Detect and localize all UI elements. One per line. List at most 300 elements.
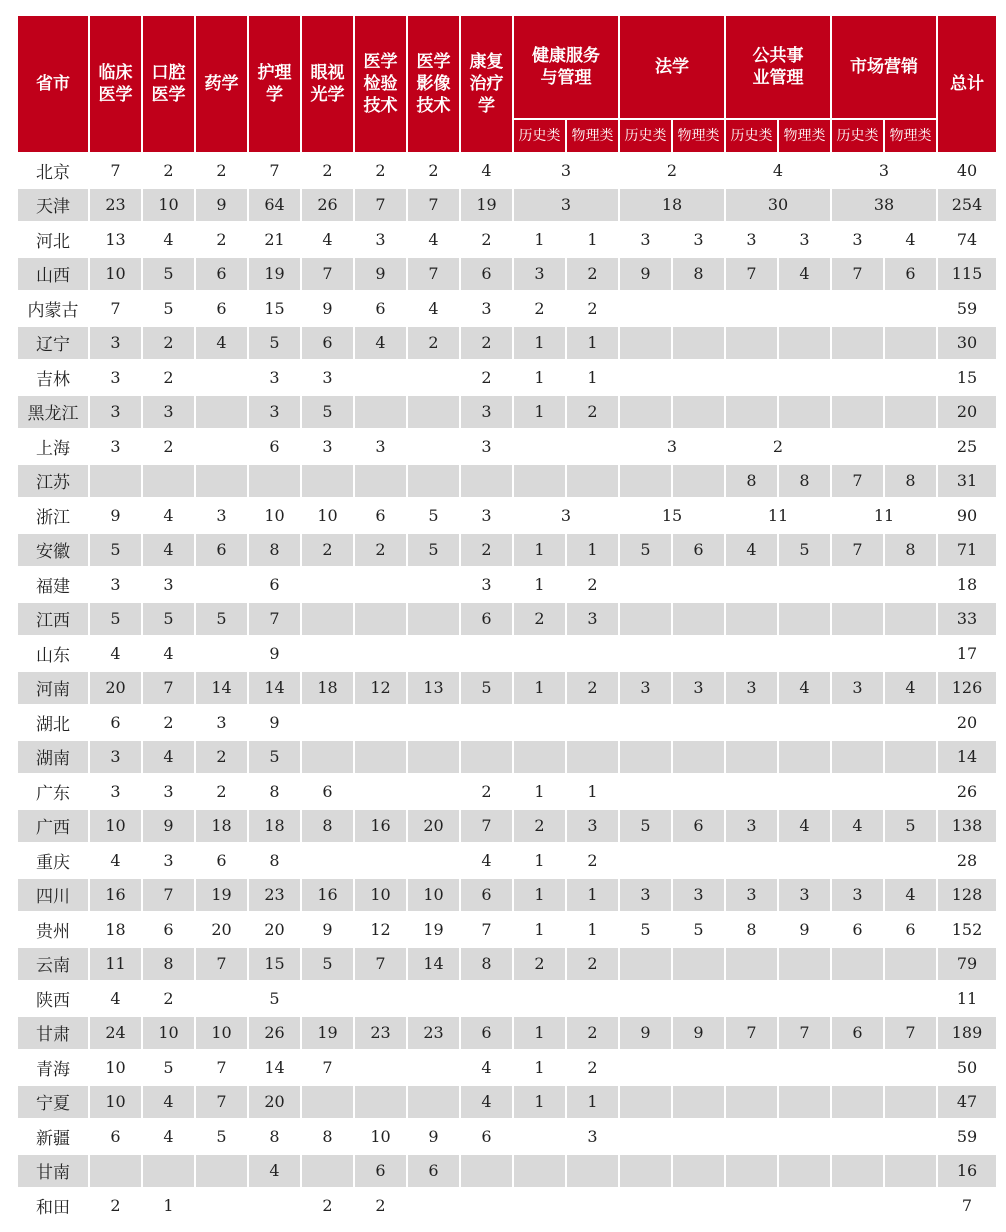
table-cell: 10 <box>143 1017 194 1050</box>
table-cell: 3 <box>110 436 121 456</box>
province-cell: 内蒙古 <box>27 300 79 321</box>
total-cell: 25 <box>956 436 978 456</box>
total-cell: 33 <box>938 603 996 636</box>
table-cell: 4 <box>726 534 777 567</box>
table-cell: 6 <box>461 258 512 291</box>
table-cell: 7 <box>832 465 883 498</box>
table-cell <box>832 1189 883 1222</box>
table-cell: 2 <box>302 534 353 567</box>
table-cell <box>567 982 618 1015</box>
table-cell: 3 <box>832 672 883 705</box>
table-cell: 2 <box>534 298 545 318</box>
table-cell <box>355 706 406 739</box>
table-cell: 2 <box>322 160 333 180</box>
table-cell: 4 <box>322 229 333 249</box>
table-cell <box>726 948 777 981</box>
header-nursing: 护理 学 <box>249 16 300 152</box>
table-body <box>18 154 996 1222</box>
table-cell: 8 <box>885 465 936 498</box>
table-cell: 3 <box>673 879 724 912</box>
table-cell <box>143 465 194 498</box>
table-cell: 1 <box>514 396 565 429</box>
table-cell: 5 <box>620 810 671 843</box>
table-cell: 2 <box>216 781 227 801</box>
table-cell: 2 <box>461 534 512 567</box>
province-cell: 山东 <box>36 645 70 666</box>
table-cell: 3 <box>878 160 890 180</box>
table-cell: 4 <box>355 327 406 360</box>
table-cell <box>673 844 724 877</box>
table-cell <box>832 430 936 463</box>
header-physics: 物理类 <box>673 120 724 152</box>
table-cell: 8 <box>779 465 830 498</box>
table-cell <box>620 1086 671 1119</box>
table-cell <box>620 741 671 774</box>
province-cell: 河南 <box>18 672 88 705</box>
table-cell <box>461 637 512 670</box>
table-row <box>18 258 996 291</box>
table-cell: 4 <box>110 643 121 663</box>
total-cell: 31 <box>938 465 996 498</box>
table-cell: 3 <box>249 396 300 429</box>
table-cell: 5 <box>302 948 353 981</box>
table-cell: 7 <box>779 1017 830 1050</box>
table-cell: 18 <box>620 189 724 222</box>
table-cell: 26 <box>249 1017 300 1050</box>
table-cell: 2 <box>163 367 174 387</box>
table-cell: 2 <box>355 534 406 567</box>
table-cell: 4 <box>481 160 492 180</box>
table-cell: 11 <box>873 505 895 525</box>
table-cell: 9 <box>110 505 121 525</box>
header-history: 历史类 <box>726 120 777 152</box>
table-cell <box>726 741 777 774</box>
total-cell: 40 <box>956 160 978 180</box>
table-row <box>18 1017 996 1050</box>
table-cell <box>779 361 830 394</box>
table-cell: 4 <box>905 229 916 249</box>
table-row <box>18 879 996 912</box>
table-cell: 7 <box>726 258 777 291</box>
table-cell <box>779 327 830 360</box>
province-cell: 江西 <box>18 603 88 636</box>
province-cell: 甘肃 <box>18 1017 88 1050</box>
province-cell: 和田 <box>36 1197 70 1218</box>
table-cell <box>832 327 883 360</box>
table-cell: 15 <box>661 505 683 525</box>
table-cell: 5 <box>428 505 439 525</box>
table-cell <box>726 361 777 394</box>
table-cell: 1 <box>534 781 545 801</box>
table-header <box>18 16 996 152</box>
table-cell: 1 <box>534 367 545 387</box>
table-cell <box>196 361 247 394</box>
table-cell <box>355 844 406 877</box>
table-cell: 19 <box>423 919 444 939</box>
table-cell: 2 <box>163 712 174 732</box>
header-rehabilitation: 康复 治疗 学 <box>461 16 512 152</box>
total-cell: 74 <box>956 229 978 249</box>
table-cell: 2 <box>408 327 459 360</box>
table-cell: 2 <box>428 160 439 180</box>
table-row <box>18 1051 996 1084</box>
province-cell: 湖北 <box>36 714 70 735</box>
table-cell <box>779 1120 830 1153</box>
table-cell <box>885 706 936 739</box>
table-cell <box>196 396 247 429</box>
table-cell <box>567 1155 618 1188</box>
table-cell: 3 <box>481 505 492 525</box>
table-cell <box>620 1189 671 1222</box>
table-cell: 2 <box>143 327 194 360</box>
table-cell: 3 <box>90 396 141 429</box>
table-cell: 7 <box>832 534 883 567</box>
table-cell: 2 <box>587 574 598 594</box>
table-cell: 1 <box>567 1086 618 1119</box>
table-cell <box>779 568 830 601</box>
table-cell: 6 <box>322 781 333 801</box>
table-cell <box>832 706 883 739</box>
table-cell <box>408 568 459 601</box>
table-cell: 3 <box>163 850 174 870</box>
table-cell: 14 <box>264 1057 285 1077</box>
table-cell: 4 <box>779 258 830 291</box>
table-row <box>18 637 996 670</box>
table-cell: 4 <box>143 534 194 567</box>
table-cell <box>620 844 671 877</box>
table-cell <box>673 568 724 601</box>
table-cell: 8 <box>726 465 777 498</box>
table-cell <box>673 982 724 1015</box>
table-cell: 2 <box>375 1195 386 1215</box>
table-cell: 3 <box>779 879 830 912</box>
table-cell: 5 <box>143 258 194 291</box>
table-cell <box>779 603 830 636</box>
table-cell: 11 <box>767 505 789 525</box>
table-cell: 3 <box>560 160 572 180</box>
table-cell: 7 <box>196 1086 247 1119</box>
table-cell: 1 <box>163 1195 174 1215</box>
table-cell: 8 <box>249 534 300 567</box>
table-cell <box>726 1120 777 1153</box>
table-cell <box>726 1189 777 1222</box>
table-cell: 7 <box>143 672 194 705</box>
table-cell: 1 <box>567 534 618 567</box>
table-cell: 20 <box>90 672 141 705</box>
table-cell <box>620 292 671 325</box>
table-cell: 3 <box>481 574 492 594</box>
table-cell <box>620 1155 671 1188</box>
header-health-management: 健康服务 与管理 <box>514 16 618 118</box>
table-cell: 19 <box>461 189 512 222</box>
province-cell: 贵州 <box>36 921 70 942</box>
table-cell <box>302 568 353 601</box>
table-cell: 10 <box>408 879 459 912</box>
table-cell <box>673 741 724 774</box>
table-cell: 4 <box>428 229 439 249</box>
table-cell: 5 <box>693 919 704 939</box>
table-cell: 5 <box>461 672 512 705</box>
table-cell <box>885 361 936 394</box>
table-cell: 2 <box>196 741 247 774</box>
table-cell <box>355 775 406 808</box>
table-cell: 8 <box>461 948 512 981</box>
table-cell: 7 <box>143 879 194 912</box>
table-cell <box>355 741 406 774</box>
table-row <box>18 741 996 774</box>
table-cell <box>832 1051 883 1084</box>
table-cell: 2 <box>587 1057 598 1077</box>
header-pharmacy: 药学 <box>196 16 247 152</box>
total-cell: 28 <box>956 850 978 870</box>
table-cell: 23 <box>408 1017 459 1050</box>
table-cell <box>408 775 459 808</box>
province-cell: 甘南 <box>18 1155 88 1188</box>
table-row <box>18 775 996 808</box>
table-cell: 4 <box>163 643 174 663</box>
table-cell <box>832 361 883 394</box>
table-row <box>18 327 996 360</box>
table-cell: 1 <box>587 229 598 249</box>
table-cell <box>779 637 830 670</box>
table-cell: 24 <box>90 1017 141 1050</box>
table-cell: 13 <box>408 672 459 705</box>
total-cell: 11 <box>956 988 978 1008</box>
table-cell: 6 <box>110 1126 121 1146</box>
table-cell: 1 <box>534 1057 545 1077</box>
table-cell: 8 <box>269 781 280 801</box>
table-cell: 7 <box>196 948 247 981</box>
table-cell <box>355 982 406 1015</box>
table-cell: 3 <box>110 367 121 387</box>
table-cell: 3 <box>322 367 333 387</box>
table-cell <box>779 1155 830 1188</box>
table-cell: 2 <box>587 850 598 870</box>
total-cell: 115 <box>938 258 996 291</box>
table-cell: 10 <box>355 879 406 912</box>
header-lab-technology: 医学 检验 技术 <box>355 16 406 152</box>
table-cell <box>196 465 247 498</box>
table-row <box>18 982 996 1015</box>
table-cell <box>408 465 459 498</box>
table-cell: 16 <box>355 810 406 843</box>
table-row <box>18 706 996 739</box>
table-cell: 3 <box>832 879 883 912</box>
table-cell <box>620 1051 671 1084</box>
table-cell <box>885 1120 936 1153</box>
table-row <box>18 1086 996 1119</box>
table-cell: 14 <box>249 672 300 705</box>
table-cell: 5 <box>302 396 353 429</box>
table-cell <box>779 844 830 877</box>
table-cell <box>514 1120 565 1153</box>
table-cell <box>885 637 936 670</box>
table-cell <box>885 568 936 601</box>
table-cell: 23 <box>355 1017 406 1050</box>
table-cell: 1 <box>534 850 545 870</box>
table-cell <box>620 568 671 601</box>
table-cell: 9 <box>143 810 194 843</box>
table-cell <box>196 982 247 1015</box>
table-cell: 5 <box>620 534 671 567</box>
total-cell: 47 <box>938 1086 996 1119</box>
table-cell: 18 <box>302 672 353 705</box>
table-cell: 6 <box>375 505 386 525</box>
table-cell <box>832 1120 883 1153</box>
table-cell: 21 <box>264 229 285 249</box>
table-cell <box>779 741 830 774</box>
table-cell: 8 <box>302 810 353 843</box>
table-cell <box>779 775 830 808</box>
table-cell: 11 <box>90 948 141 981</box>
header-total: 总计 <box>938 16 996 152</box>
table-cell: 3 <box>693 229 704 249</box>
table-cell: 4 <box>481 1057 492 1077</box>
table-cell: 3 <box>375 436 386 456</box>
province-cell: 广东 <box>36 783 70 804</box>
table-cell: 3 <box>322 436 333 456</box>
total-cell: 59 <box>956 1126 978 1146</box>
table-cell: 2 <box>375 160 386 180</box>
table-cell <box>90 465 141 498</box>
enrollment-table <box>16 14 998 1224</box>
table-cell: 2 <box>567 1017 618 1050</box>
table-cell <box>302 603 353 636</box>
table-cell <box>620 706 671 739</box>
table-cell <box>885 603 936 636</box>
header-public-administration: 公共事 业管理 <box>726 16 830 118</box>
table-cell: 5 <box>885 810 936 843</box>
table-cell: 6 <box>673 810 724 843</box>
table-row <box>18 844 996 877</box>
table-cell <box>355 1086 406 1119</box>
table-cell <box>673 292 724 325</box>
table-cell: 4 <box>832 810 883 843</box>
table-cell: 2 <box>481 229 492 249</box>
table-cell <box>302 706 353 739</box>
province-cell: 山西 <box>18 258 88 291</box>
table-cell: 18 <box>105 919 126 939</box>
table-cell <box>249 1189 300 1222</box>
province-cell: 重庆 <box>36 852 70 873</box>
table-row <box>18 568 996 601</box>
header-physics: 物理类 <box>779 120 830 152</box>
table-cell <box>885 1189 936 1222</box>
table-cell: 2 <box>110 1195 121 1215</box>
table-cell <box>514 430 618 463</box>
table-cell <box>885 775 936 808</box>
table-cell <box>302 982 353 1015</box>
table-cell <box>514 465 565 498</box>
table-cell: 2 <box>163 436 174 456</box>
table-cell: 1 <box>514 1017 565 1050</box>
table-cell: 3 <box>726 810 777 843</box>
table-cell: 3 <box>567 810 618 843</box>
table-cell: 3 <box>852 229 863 249</box>
table-row <box>18 430 996 463</box>
table-cell <box>885 844 936 877</box>
table-cell: 3 <box>666 436 678 456</box>
table-cell: 3 <box>143 396 194 429</box>
table-cell: 7 <box>322 1057 333 1077</box>
table-cell: 6 <box>302 327 353 360</box>
table-cell: 2 <box>216 229 227 249</box>
table-cell: 7 <box>461 810 512 843</box>
table-cell: 3 <box>216 712 227 732</box>
province-cell: 上海 <box>36 438 70 459</box>
table-cell <box>673 1120 724 1153</box>
table-cell: 3 <box>90 327 141 360</box>
table-cell: 7 <box>302 258 353 291</box>
table-cell: 1 <box>534 919 545 939</box>
total-cell: 7 <box>961 1195 973 1215</box>
province-cell: 新疆 <box>36 1128 70 1149</box>
table-cell: 3 <box>90 741 141 774</box>
table-cell: 2 <box>163 988 174 1008</box>
table-cell <box>673 361 724 394</box>
table-cell: 3 <box>799 229 810 249</box>
table-cell <box>355 465 406 498</box>
table-row <box>18 499 996 532</box>
total-cell: 17 <box>956 643 978 663</box>
table-cell: 9 <box>799 919 810 939</box>
province-cell: 吉林 <box>36 369 70 390</box>
table-cell: 13 <box>105 229 126 249</box>
province-cell: 云南 <box>18 948 88 981</box>
table-cell: 8 <box>885 534 936 567</box>
table-cell: 8 <box>322 1126 333 1146</box>
table-cell: 6 <box>673 534 724 567</box>
header-clinical-medicine: 临床 医学 <box>90 16 141 152</box>
table-cell: 5 <box>90 534 141 567</box>
table-cell: 6 <box>885 258 936 291</box>
table-cell <box>355 1051 406 1084</box>
table-cell: 9 <box>620 258 671 291</box>
table-cell: 9 <box>428 1126 439 1146</box>
table-cell: 4 <box>163 505 174 525</box>
table-cell <box>832 396 883 429</box>
header-physics: 物理类 <box>885 120 936 152</box>
table-cell <box>832 775 883 808</box>
table-cell: 3 <box>269 367 280 387</box>
total-cell: 126 <box>938 672 996 705</box>
province-cell: 青海 <box>36 1059 70 1080</box>
table-cell <box>885 741 936 774</box>
table-cell <box>567 637 618 670</box>
table-cell <box>779 948 830 981</box>
table-cell: 4 <box>772 160 784 180</box>
table-cell: 6 <box>461 1017 512 1050</box>
total-cell: 79 <box>938 948 996 981</box>
table-cell: 20 <box>408 810 459 843</box>
table-cell: 16 <box>302 879 353 912</box>
table-cell <box>302 741 353 774</box>
table-cell: 7 <box>408 258 459 291</box>
province-cell: 天津 <box>18 189 88 222</box>
table-cell <box>673 1086 724 1119</box>
province-cell: 广西 <box>18 810 88 843</box>
table-cell: 9 <box>322 919 333 939</box>
table-cell: 6 <box>216 298 227 318</box>
table-cell: 7 <box>249 603 300 636</box>
table-cell <box>620 637 671 670</box>
table-row <box>18 1189 996 1222</box>
table-cell: 6 <box>905 919 916 939</box>
table-cell: 2 <box>772 436 784 456</box>
table-cell: 7 <box>110 298 121 318</box>
table-cell: 20 <box>249 1086 300 1119</box>
table-cell <box>832 637 883 670</box>
